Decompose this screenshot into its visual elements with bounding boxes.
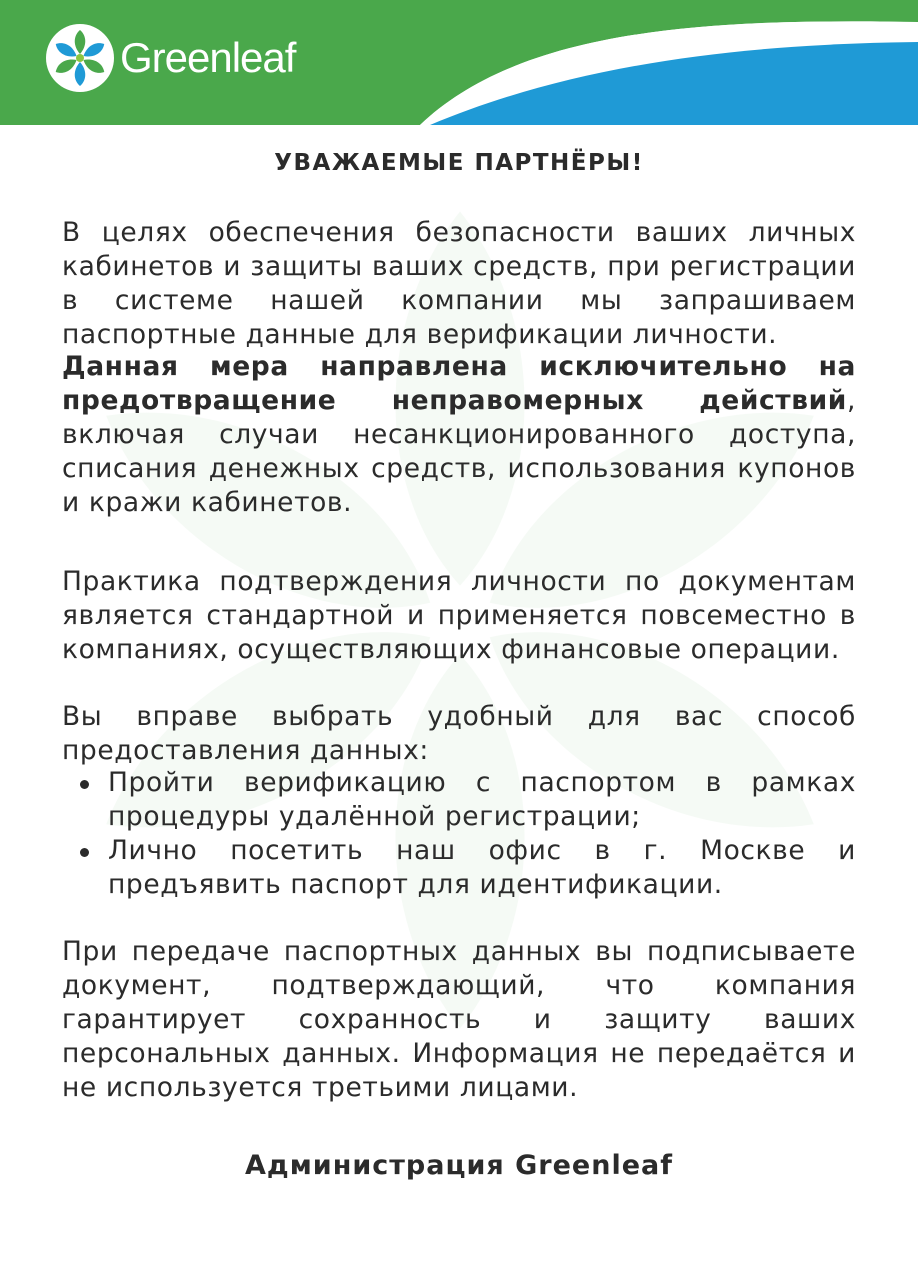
paragraph-practice: Практика подтверждения личности по документам является стандартной и применяется повсеместно в компаниях, осуществляющих финансовые операции. — [62, 566, 856, 665]
paragraph-options-intro: Вы вправе выбрать удобный для вас способ предоставления данных: — [62, 701, 856, 766]
option-text: Пройти верификацию с паспортом в рамках процедуры удалённой регистрации; — [108, 767, 856, 832]
options-list — [62, 766, 856, 902]
paragraph-intro: В целях обеспечения безопасности ваших личных кабинетов и защиты ваших средств, при регистрации в системе нашей компании мы запрашиваем паспортные данные для верификации личности. — [62, 217, 856, 350]
signature: Администрация Greenleaf — [245, 1150, 673, 1181]
list-item — [62, 834, 856, 902]
paragraph-measure-rest: , включая случаи несанкционированного доступа, списания денежных средств, использования купонов и кражи кабинетов. — [62, 385, 856, 518]
paragraph-measure — [62, 350, 856, 520]
bullet-icon — [80, 848, 89, 857]
paragraph-measure-bold: Данная мера направлена исключительно на предотвращение неправомерных действий — [62, 351, 856, 416]
bullet-icon — [80, 780, 89, 789]
letter-title: УВАЖАЕМЫЕ ПАРТНЁРЫ! — [274, 150, 644, 176]
brand-name: Greenleaf — [120, 34, 296, 81]
greenleaf-logo-icon — [45, 23, 115, 93]
option-text: Лично посетить наш офис в г. Москве и предъявить паспорт для идентификации. — [108, 835, 856, 900]
paragraph-guarantee: При передаче паспортных данных вы подписываете документ, подтверждающий, что компания гарантирует сохранность и защиту ваших персональных данных. Информация не передаётся и не используется третьими лицами. — [62, 936, 856, 1103]
list-item — [62, 766, 856, 834]
